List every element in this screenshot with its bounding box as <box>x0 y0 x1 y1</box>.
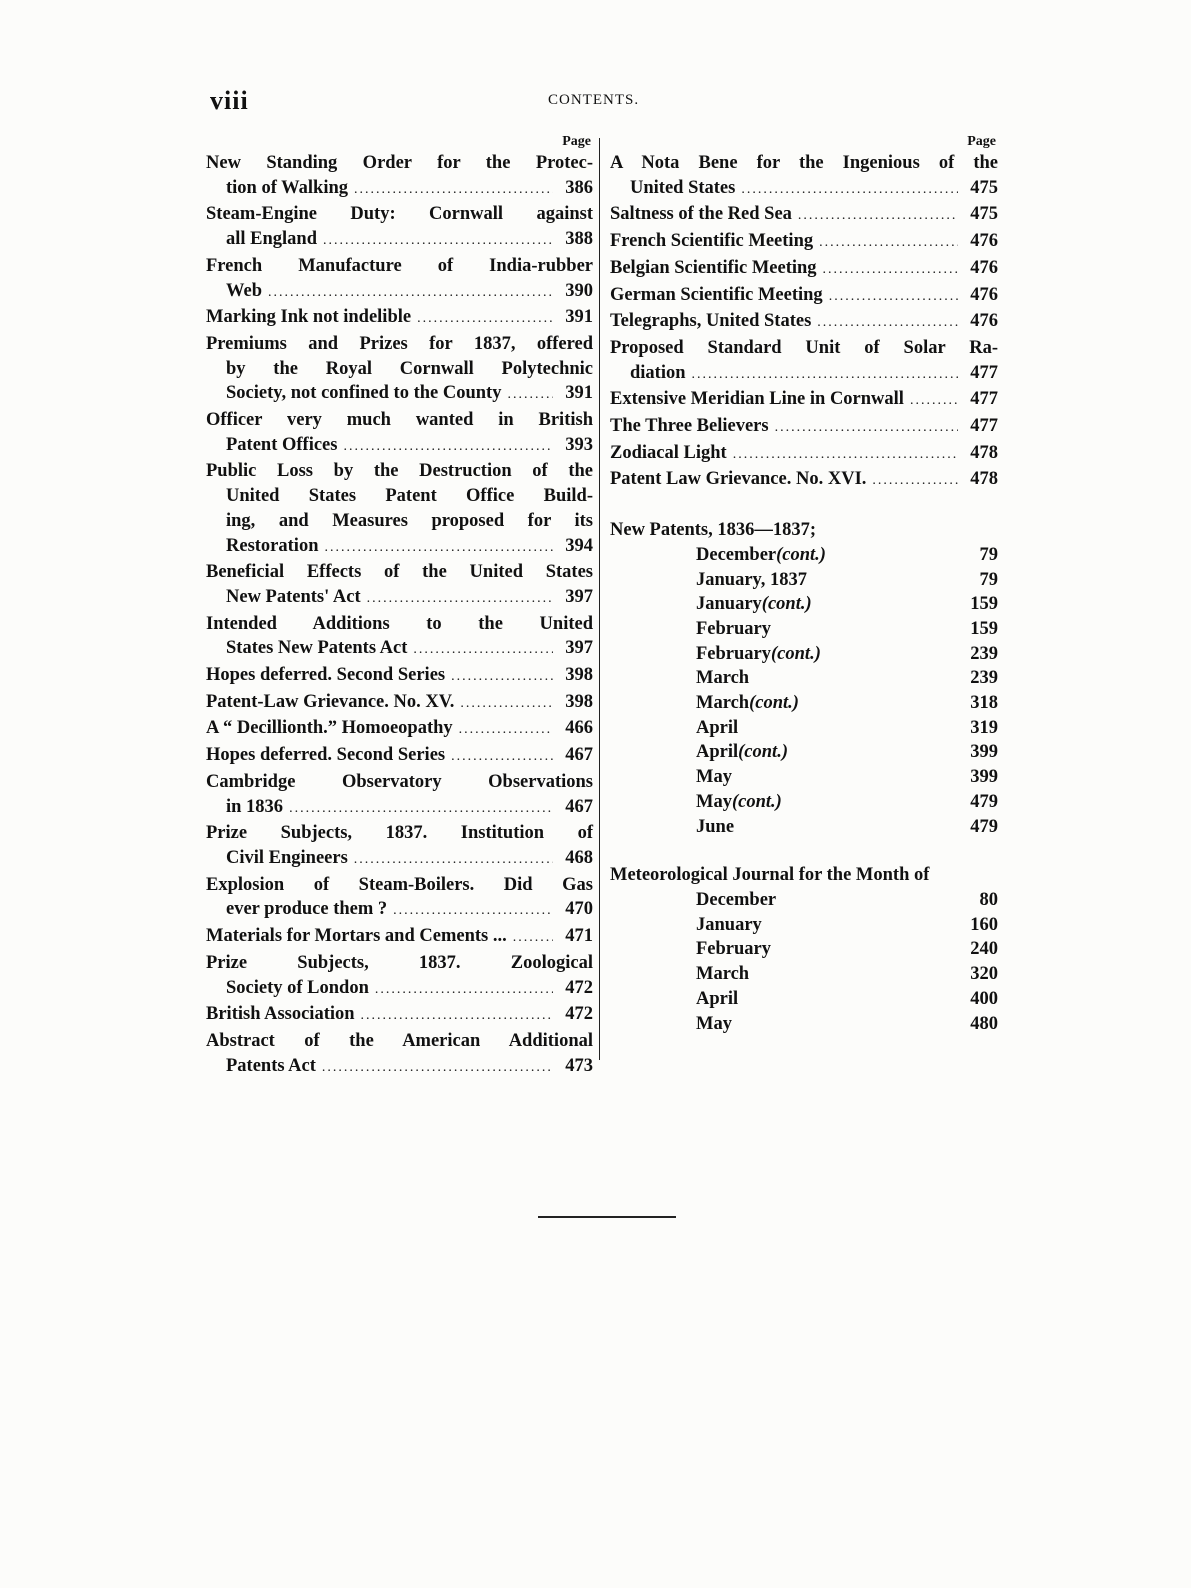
entry-title-text: Patent Offices <box>226 434 338 455</box>
toc-entry <box>610 414 998 441</box>
toc-entry <box>206 408 593 459</box>
continued-marker: (cont.) <box>749 693 799 714</box>
page-ref: 472 <box>565 977 593 998</box>
month-label: January, 1837 <box>696 569 808 590</box>
entry-line <box>206 1054 593 1081</box>
entry-line <box>206 408 593 433</box>
toc-entry <box>206 1002 593 1029</box>
leader-dots <box>289 797 553 822</box>
entry-title-text: Prize Subjects, 1837. Institution of <box>206 823 593 844</box>
leader-dots <box>733 443 958 468</box>
entry-title-text: Materials for Mortars and Cements ... <box>206 926 507 947</box>
leader-dots <box>361 1004 553 1029</box>
patent-month-row <box>610 666 998 691</box>
met-month-row <box>610 913 998 938</box>
leader-dots <box>692 363 958 388</box>
entry-title-text: French Scientific Meeting <box>610 231 814 252</box>
leader-dots <box>354 178 553 203</box>
page-ref: 79 <box>979 569 998 590</box>
page-ref: 472 <box>565 1004 593 1025</box>
leader-dots <box>819 231 958 256</box>
page-ref: 476 <box>970 231 998 252</box>
page-ref: 398 <box>565 691 593 712</box>
page-ref: 80 <box>979 889 998 910</box>
entry-line <box>610 414 998 441</box>
entry-line <box>206 612 593 637</box>
month-label: May <box>696 767 732 788</box>
entry-line <box>206 484 593 509</box>
month-label: March <box>696 668 750 689</box>
leader-dots <box>872 469 958 494</box>
month-label: June <box>696 816 735 837</box>
page-ref: 160 <box>970 914 998 935</box>
entry-title-text: Belgian Scientific Meeting <box>610 257 817 278</box>
entry-line <box>610 283 998 310</box>
toc-entry <box>610 336 998 387</box>
entry-line <box>206 202 593 227</box>
entry-line <box>610 441 998 468</box>
entry-line <box>206 585 593 612</box>
leader-dots <box>829 285 958 310</box>
entry-line <box>610 229 998 256</box>
entry-line <box>610 387 998 414</box>
entry-title-text: A “ Decillionth.” Homoeopathy <box>206 718 453 739</box>
page-ref: 476 <box>970 311 998 332</box>
entry-line <box>206 924 593 951</box>
leader-dots <box>507 383 553 408</box>
page-end-rule <box>538 1216 676 1218</box>
patent-month-row <box>610 568 998 593</box>
entry-title-text: by the Royal Cornwall Polytechnic <box>226 358 593 379</box>
page-ref: 239 <box>970 668 998 689</box>
entry-line <box>206 305 593 332</box>
page-ref: 397 <box>565 638 593 659</box>
entry-title-text: diation <box>630 362 686 383</box>
leader-dots <box>910 389 958 414</box>
entry-line <box>610 256 998 283</box>
page-ref: 467 <box>565 745 593 766</box>
page-ref: 467 <box>565 796 593 817</box>
toc-entry <box>206 951 593 1002</box>
leader-dots <box>817 311 958 336</box>
month-label: March <box>696 964 750 985</box>
entry-title-text: Abstract of the American Additional <box>206 1030 593 1051</box>
leader-dots <box>393 899 553 924</box>
page-ref: 471 <box>565 926 593 947</box>
toc-entry <box>206 690 593 717</box>
patent-month-row <box>610 642 998 667</box>
entry-title-text: British Association <box>206 1004 355 1025</box>
entry-line <box>206 1029 593 1054</box>
entry-line <box>610 309 998 336</box>
month-label: April <box>696 742 739 763</box>
month-label: April <box>696 717 739 738</box>
entry-title-text: Web <box>226 280 262 301</box>
month-label: January <box>696 594 762 615</box>
entry-title-text: Patent-Law Grievance. No. XV. <box>206 691 455 712</box>
entry-title-text: Civil Engineers <box>226 847 348 868</box>
leader-dots <box>367 587 553 612</box>
entry-title-text: Marking Ink not indelible <box>206 307 412 328</box>
page-column-label: Page <box>967 134 996 149</box>
met-month-row <box>610 937 998 962</box>
toc-entry <box>206 924 593 951</box>
page-ref: 466 <box>565 718 593 739</box>
entry-line <box>206 821 593 846</box>
page-ref: 480 <box>970 1013 998 1034</box>
entry-line <box>206 357 593 382</box>
entry-title-text: ing, and Measures proposed for its <box>226 510 593 531</box>
month-label: April <box>696 988 739 1009</box>
leader-dots <box>417 307 553 332</box>
month-label: May <box>696 791 732 812</box>
toc-entry <box>610 151 998 202</box>
toc-entry <box>206 612 593 663</box>
patent-month-row <box>610 716 998 741</box>
month-label: March <box>696 693 750 714</box>
page-ref: 478 <box>970 469 998 490</box>
page-ref: 319 <box>970 717 998 738</box>
toc-entry <box>206 332 593 408</box>
toc-entry <box>610 283 998 310</box>
leader-dots <box>451 665 553 690</box>
page-ref: 399 <box>970 742 998 763</box>
page-ref: 393 <box>565 434 593 455</box>
leader-dots <box>823 258 958 283</box>
month-label: February <box>696 643 772 664</box>
page-ref: 468 <box>565 847 593 868</box>
leader-dots <box>322 1056 553 1081</box>
entry-line <box>206 1002 593 1029</box>
entry-title-text: Society of London <box>226 977 369 998</box>
page-ref: 394 <box>565 535 593 556</box>
page-ref: 398 <box>565 665 593 686</box>
page-ref: 400 <box>970 988 998 1009</box>
toc-entry <box>610 441 998 468</box>
entry-line <box>206 381 593 408</box>
entry-title-text: United States Patent Office Build- <box>226 486 593 507</box>
toc-entry <box>206 821 593 872</box>
patent-month-row <box>610 740 998 765</box>
page-ref: 239 <box>970 643 998 664</box>
toc-entry <box>206 743 593 770</box>
patent-month-row <box>610 691 998 716</box>
entry-line <box>206 897 593 924</box>
entry-title-text: Public Loss by the Destruction of the <box>206 461 593 482</box>
entry-title-text: Zodiacal Light <box>610 442 727 463</box>
month-label: May <box>696 1013 732 1034</box>
entry-line <box>206 663 593 690</box>
page-ref: 79 <box>979 544 998 565</box>
leader-dots <box>741 178 958 203</box>
entry-title-text: Saltness of the Red Sea <box>610 204 792 225</box>
toc-entry <box>610 202 998 229</box>
entry-title-text: Proposed Standard Unit of Solar Ra- <box>610 337 998 358</box>
entry-title-text: Hopes deferred. Second Series <box>206 665 446 686</box>
page-ref: 159 <box>970 618 998 639</box>
entry-line <box>206 254 593 279</box>
page-ref: 477 <box>970 416 998 437</box>
entry-title-text: Hopes deferred. Second Series <box>206 745 446 766</box>
entry-line <box>206 976 593 1003</box>
page-ref: 476 <box>970 257 998 278</box>
entry-title-text: New Standing Order for the Protec- <box>206 153 593 173</box>
entry-line <box>610 202 998 229</box>
toc-entry <box>206 560 593 611</box>
page-ref: 390 <box>565 280 593 301</box>
leader-dots <box>354 848 553 873</box>
met-month-row <box>610 1012 998 1037</box>
entry-line <box>206 873 593 898</box>
leader-dots <box>459 718 553 743</box>
entry-line <box>206 227 593 254</box>
entry-title-text: Intended Additions to the United <box>206 613 593 634</box>
entry-title-text: Explosion of Steam-Boilers. Did Gas <box>206 874 593 895</box>
toc-entry <box>610 309 998 336</box>
page-ref: 388 <box>565 229 593 250</box>
page-ref: 476 <box>970 284 998 305</box>
continued-marker: (cont.) <box>771 643 821 664</box>
continued-marker: (cont.) <box>731 791 782 812</box>
patent-month-row <box>610 617 998 642</box>
toc-entry <box>610 256 998 283</box>
entry-title-text: all England <box>226 229 318 250</box>
page-ref: 470 <box>565 899 593 920</box>
page-ref: 397 <box>565 586 593 607</box>
entry-title-text: Telegraphs, United States <box>610 311 812 332</box>
entry-line <box>206 846 593 873</box>
month-label: January <box>696 914 762 935</box>
entry-title-text: Premiums and Prizes for 1837, offered <box>206 333 593 354</box>
leader-dots <box>343 435 553 460</box>
leader-dots <box>413 638 553 663</box>
contents-left-column <box>206 133 593 1080</box>
continued-marker: (cont.) <box>776 544 826 565</box>
patent-month-row <box>610 790 998 815</box>
page-ref: 473 <box>565 1055 593 1076</box>
entry-line <box>610 467 998 494</box>
toc-entry <box>206 305 593 332</box>
toc-entry <box>206 873 593 924</box>
entry-title-text: Extensive Meridian Line in Cornwall <box>610 389 904 410</box>
entry-line <box>206 770 593 795</box>
entry-title-text: Patents Act <box>226 1055 316 1076</box>
entry-title-text: Patent Law Grievance. No. XVI. <box>610 469 867 490</box>
leader-dots <box>775 416 958 441</box>
toc-entry <box>206 459 593 560</box>
page-ref: 399 <box>970 767 998 788</box>
toc-entry <box>206 663 593 690</box>
entry-line <box>610 151 998 176</box>
patent-month-row <box>610 592 998 617</box>
entry-title-text: German Scientific Meeting <box>610 284 823 305</box>
entry-title-text: Beneficial Effects of the United States <box>206 562 593 583</box>
month-label: December <box>696 889 777 910</box>
leader-dots <box>375 978 553 1003</box>
meteorological-section <box>610 863 998 1036</box>
column-divider <box>599 138 600 1060</box>
section-heading: New Patents, 1836—1837; <box>610 520 817 541</box>
leader-dots <box>513 926 553 951</box>
entry-line <box>206 279 593 306</box>
entry-line <box>206 332 593 357</box>
toc-entry <box>206 716 593 743</box>
entry-line <box>206 560 593 585</box>
leader-dots <box>798 204 958 229</box>
entry-title-text: Prize Subjects, 1837. Zoological <box>206 952 593 973</box>
entry-title-text: United States <box>630 177 736 198</box>
page-ref: 479 <box>970 791 998 812</box>
entry-title-text: A Nota Bene for the Ingenious of the <box>610 153 998 173</box>
leader-dots <box>268 281 553 306</box>
entry-title-text: States New Patents Act <box>226 638 408 659</box>
entry-line <box>206 690 593 717</box>
toc-entry <box>206 770 593 821</box>
entry-title-text: New Patents' Act <box>226 586 361 607</box>
new-patents-section <box>610 518 998 839</box>
continued-marker: (cont.) <box>738 742 788 763</box>
entry-line <box>206 795 593 822</box>
page-ref: 159 <box>970 594 998 615</box>
page-ref: 318 <box>970 693 998 714</box>
entry-line <box>206 716 593 743</box>
toc-entry <box>206 151 593 202</box>
leader-dots <box>451 745 553 770</box>
patent-month-row <box>610 543 998 568</box>
entry-title-text: Cambridge Observatory Observations <box>206 771 593 792</box>
met-month-row <box>610 888 998 913</box>
entry-line <box>610 361 998 388</box>
entry-line <box>206 151 593 176</box>
leader-dots <box>324 536 553 561</box>
toc-entry <box>610 387 998 414</box>
month-label: February <box>696 939 772 960</box>
entry-title-text: The Three Believers <box>610 416 769 437</box>
toc-entry <box>610 229 998 256</box>
entry-title-text: French Manufacture of India-rubber <box>206 255 593 276</box>
toc-entry <box>206 254 593 305</box>
met-month-row <box>610 962 998 987</box>
page-ref: 479 <box>970 816 998 837</box>
toc-entry <box>206 1029 593 1080</box>
page-ref: 477 <box>970 389 998 410</box>
page-ref: 386 <box>565 177 593 198</box>
page-ref: 320 <box>970 964 998 985</box>
entry-title-text: Officer very much wanted in British <box>206 410 593 431</box>
entry-line <box>206 176 593 203</box>
page-number: viii <box>210 86 249 115</box>
entry-title-text: tion of Walking <box>226 177 349 198</box>
entry-line <box>610 176 998 203</box>
page-ref: 240 <box>970 939 998 960</box>
toc-entry <box>610 467 998 494</box>
page-ref: 478 <box>970 442 998 463</box>
entry-title-text: Society, not confined to the County <box>226 383 502 404</box>
entry-title-text: in 1836 <box>226 796 284 817</box>
entry-line <box>206 459 593 484</box>
month-label: December <box>696 544 777 565</box>
page-column-label: Page <box>562 134 591 149</box>
section-heading: Meteorological Journal for the Month of <box>610 865 930 886</box>
continued-marker: (cont.) <box>761 594 812 615</box>
entry-title-text: Steam-Engine Duty: Cornwall against <box>206 204 593 225</box>
entry-line <box>206 951 593 976</box>
running-title: CONTENTS. <box>548 92 640 108</box>
entry-line <box>206 636 593 663</box>
entry-line <box>610 336 998 361</box>
leader-dots <box>460 692 553 717</box>
entry-line <box>206 743 593 770</box>
met-month-row <box>610 987 998 1012</box>
page-ref: 391 <box>565 383 593 404</box>
entry-line <box>206 509 593 534</box>
page-ref: 475 <box>970 177 998 198</box>
patent-month-row <box>610 765 998 790</box>
entry-title-text: ever produce them ? <box>226 899 388 920</box>
entry-line <box>206 433 593 460</box>
page-ref: 391 <box>565 307 593 328</box>
entry-title-text: Restoration <box>226 535 319 556</box>
month-label: February <box>696 618 772 639</box>
patent-month-row <box>610 815 998 840</box>
page-ref: 475 <box>970 204 998 225</box>
page-ref: 477 <box>970 362 998 383</box>
contents-right-column <box>610 133 998 1036</box>
entry-line <box>206 534 593 561</box>
leader-dots <box>323 229 553 254</box>
toc-entry <box>206 202 593 253</box>
